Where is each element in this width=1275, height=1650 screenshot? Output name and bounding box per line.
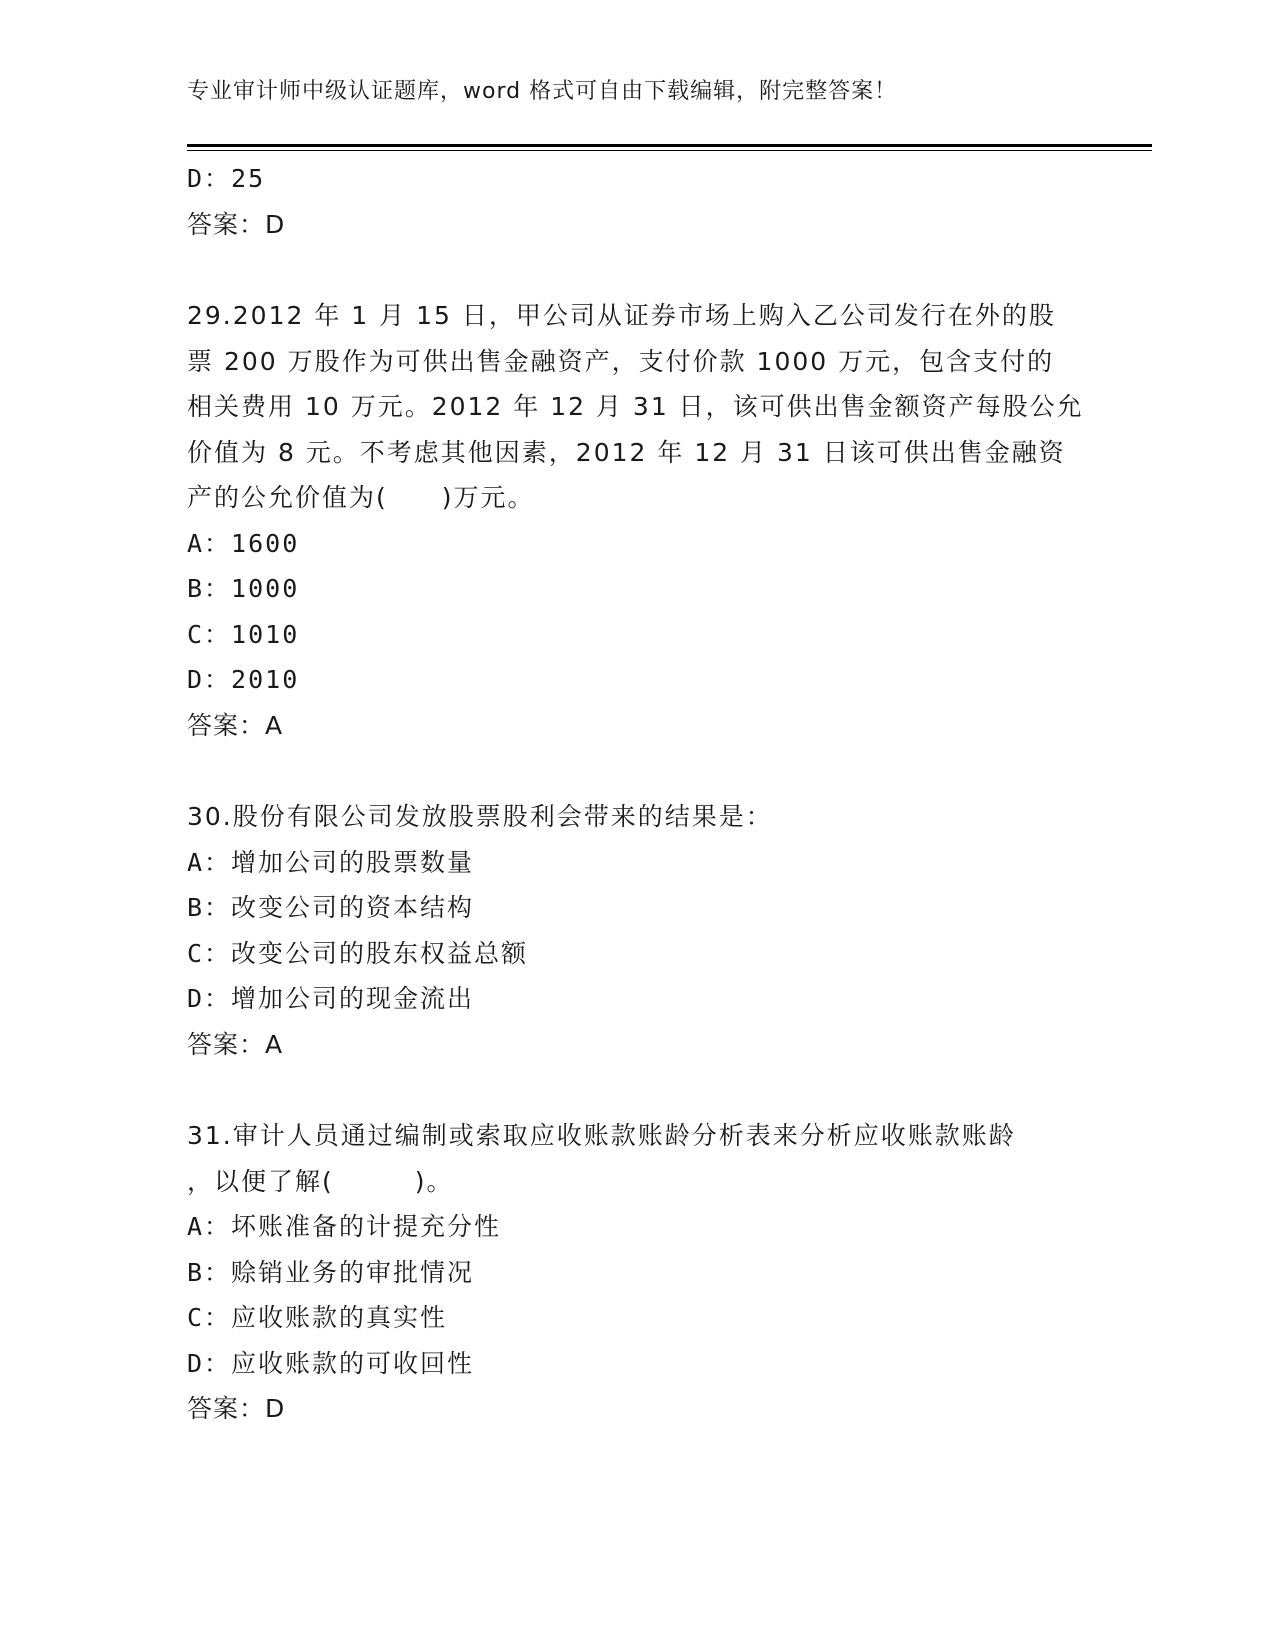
question-30-answer: 答案：A bbox=[187, 1029, 284, 1059]
question-30-option-b: B：改变公司的资本结构 bbox=[187, 893, 475, 922]
question-30 bbox=[187, 794, 1087, 1067]
header-rule-thick bbox=[187, 144, 1152, 147]
question-content bbox=[187, 156, 1087, 1432]
question-29-stem-line: 产的公允价值为( )万元。 bbox=[187, 483, 535, 512]
spacer bbox=[187, 1067, 1087, 1113]
question-31 bbox=[187, 1113, 1087, 1432]
question-29-option-b: B：1000 bbox=[187, 574, 300, 603]
prev-answer: 答案：D bbox=[187, 209, 286, 239]
question-31-answer: 答案：D bbox=[187, 1394, 286, 1423]
question-30-option-d: D：增加公司的现金流出 bbox=[187, 984, 475, 1013]
question-29-stem-line: 价值为 8 元。不考虑其他因素，2012 年 12 月 31 日该可供出售金融资 bbox=[187, 437, 1066, 467]
question-29-stem-line: 29.2012 年 1 月 15 日，甲公司从证券市场上购入乙公司发行在外的股 bbox=[187, 301, 1056, 330]
question-31-option-c: C：应收账款的真实性 bbox=[187, 1303, 448, 1332]
question-30-option-a: A：增加公司的股票数量 bbox=[187, 847, 475, 877]
question-30-stem: 30.股份有限公司发放股票股利会带来的结果是： bbox=[187, 802, 773, 831]
question-29-option-c: C：1010 bbox=[187, 619, 300, 649]
question-31-stem-line: ，以便了解( )。 bbox=[187, 1166, 454, 1196]
question-29-answer: 答案：A bbox=[187, 710, 284, 740]
question-29-option-a: A：1600 bbox=[187, 528, 300, 558]
question-29-stem-line: 相关费用 10 万元。2012 年 12 月 31 日，该可供出售金额资产每股公允 bbox=[187, 392, 1084, 421]
question-29-stem-line: 票 200 万股作为可供出售金融资产，支付价款 1000 万元，包含支付的 bbox=[187, 346, 1055, 376]
question-31-option-a: A：坏账准备的计提充分性 bbox=[187, 1212, 502, 1241]
spacer bbox=[187, 247, 1087, 293]
prev-option-d: D：25 bbox=[187, 164, 266, 193]
page-header: 专业审计师中级认证题库，word 格式可自由下载编辑，附完整答案！ bbox=[187, 79, 898, 104]
question-31-stem-line: 31.审计人员通过编制或索取应收账款账龄分析表来分析应收账款账龄 bbox=[187, 1121, 1016, 1150]
question-29-option-d: D：2010 bbox=[187, 665, 300, 694]
question-31-option-d: D：应收账款的可收回性 bbox=[187, 1348, 475, 1378]
question-29 bbox=[187, 293, 1087, 748]
header-rule-thin bbox=[187, 150, 1152, 151]
spacer bbox=[187, 748, 1087, 794]
question-30-option-c: C：改变公司的股东权益总额 bbox=[187, 938, 529, 968]
question-31-option-b: B：赊销业务的审批情况 bbox=[187, 1257, 475, 1287]
